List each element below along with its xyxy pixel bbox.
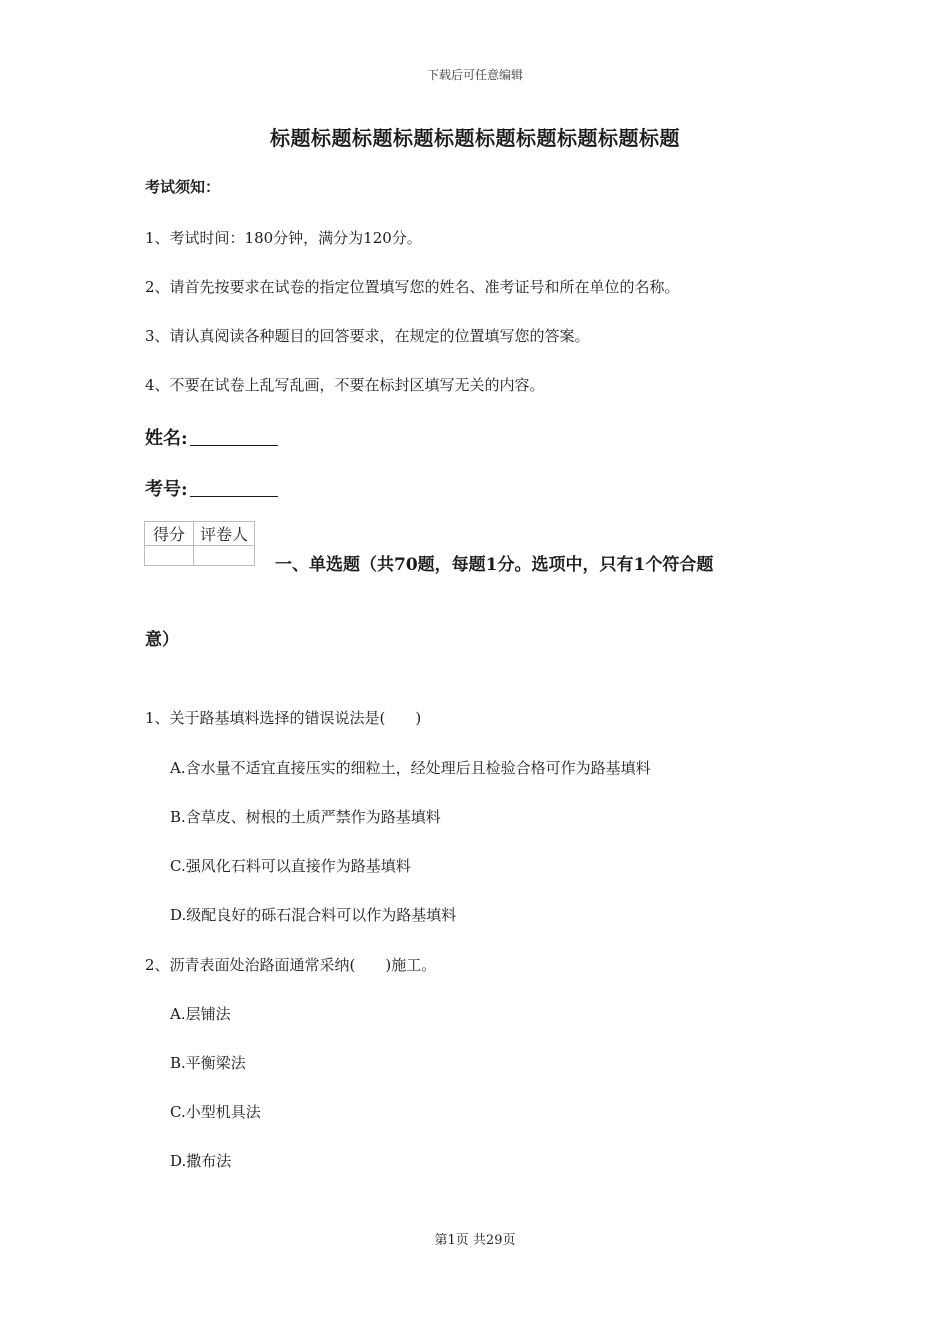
notice-heading: 考试须知：: [145, 178, 221, 196]
header-note: 下载后可任意编辑: [426, 68, 523, 82]
grader-header: 评卷人: [194, 522, 255, 546]
grader-cell: [194, 546, 255, 566]
page-footer: 第1页 共29页: [434, 1233, 516, 1248]
name-label: 姓名:: [145, 428, 188, 449]
question-option: C.强风化石料可以直接作为路基填料: [170, 857, 411, 875]
notice-item: 3、请认真阅读各种题目的回答要求，在规定的位置填写您的答案。: [145, 327, 590, 345]
score-header: 得分: [145, 522, 194, 546]
score-table: [144, 521, 255, 566]
page-title: 标题标题标题标题标题标题标题标题标题标题: [270, 126, 680, 150]
exam-number-label: 考号:: [145, 479, 188, 500]
question-stem: 1、关于路基填料选择的错误说法是( ): [145, 709, 422, 727]
notice-item: 1、考试时间：180分钟，满分为120分。: [145, 229, 422, 247]
section-title: 一、单选题（共70题，每题1分。选项中，只有1个符合题: [275, 555, 714, 575]
question-option: A.层铺法: [170, 1005, 231, 1023]
notice-item: 4、不要在试卷上乱写乱画，不要在标封区填写无关的内容。: [145, 376, 545, 394]
question-stem: 2、沥青表面处治路面通常采纳( )施工。: [145, 956, 437, 974]
score-cell: [145, 546, 194, 566]
question-option: B.平衡梁法: [170, 1054, 246, 1072]
question-option: B.含草皮、树根的土质严禁作为路基填料: [170, 808, 441, 826]
question-option: A.含水量不适宜直接压实的细粒土，经处理后且检验合格可作为路基填料: [170, 759, 651, 777]
section-title-continued: 意）: [145, 630, 179, 650]
question-option: D.撒布法: [170, 1152, 232, 1170]
name-field: [145, 424, 278, 450]
exam-number-blank[interactable]: [190, 478, 278, 497]
name-blank[interactable]: [190, 427, 278, 446]
notice-item: 2、请首先按要求在试卷的指定位置填写您的姓名、准考证号和所在单位的名称。: [145, 278, 680, 296]
question-option: D.级配良好的砾石混合料可以作为路基填料: [170, 906, 457, 924]
question-option: C.小型机具法: [170, 1103, 261, 1121]
exam-number-field: [145, 475, 278, 501]
